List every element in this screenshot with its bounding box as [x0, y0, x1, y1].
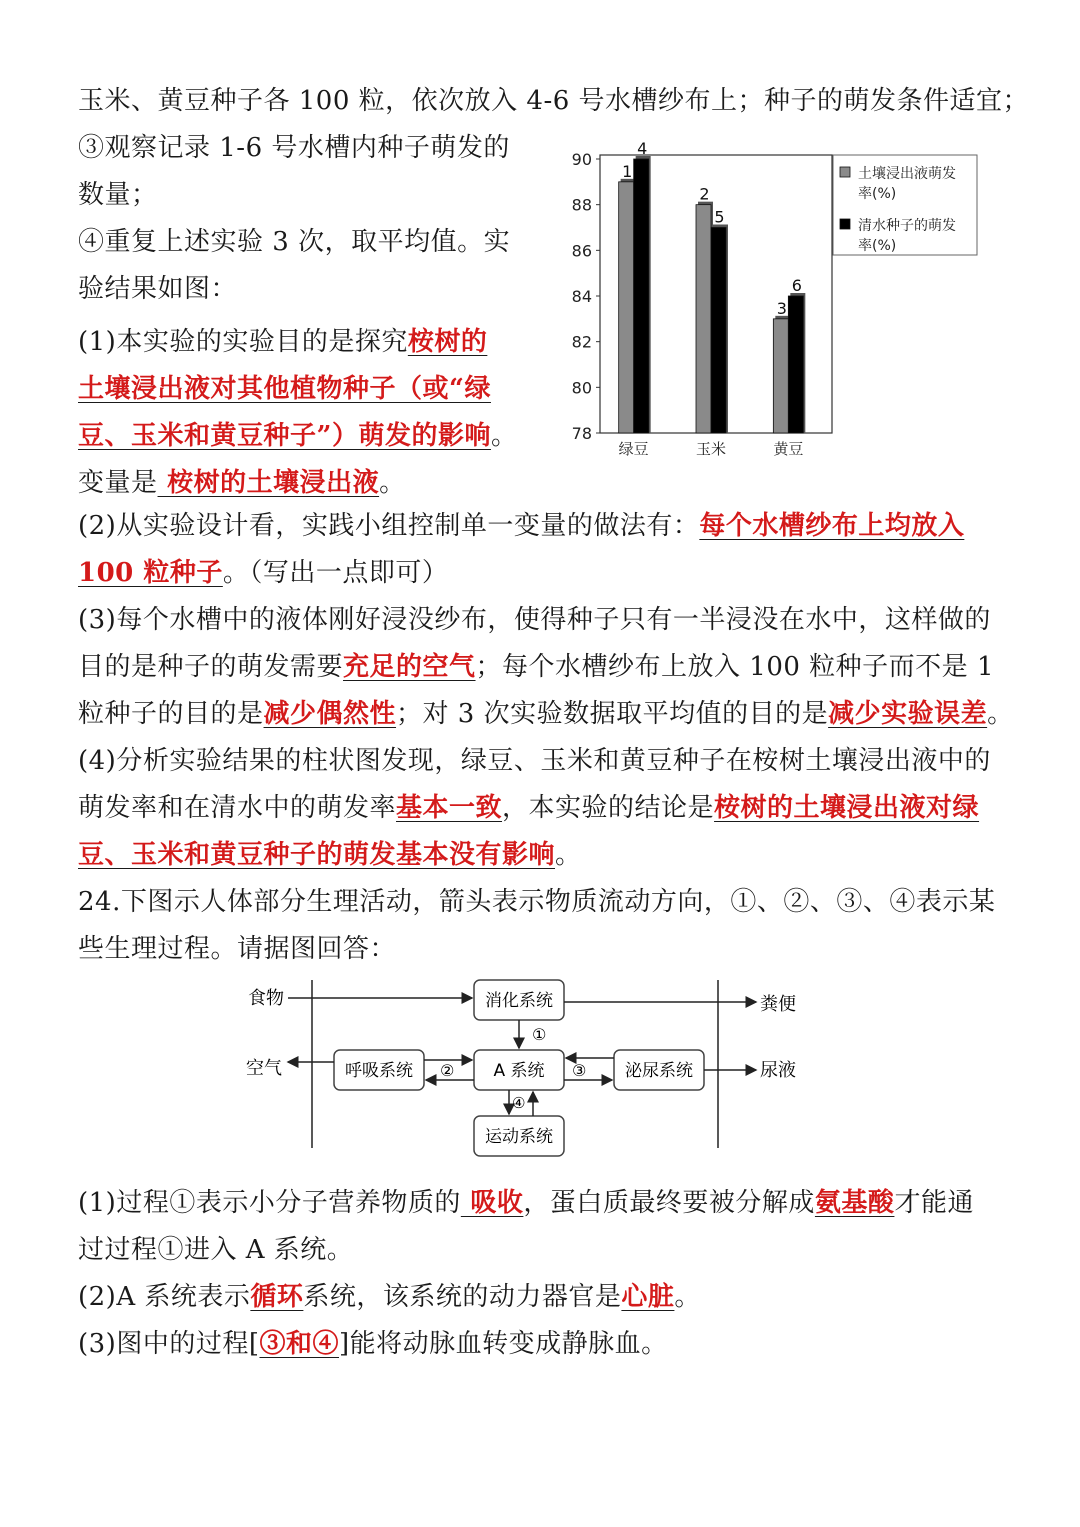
- q24-line-2: 些生理过程。请据图回答：: [78, 934, 397, 964]
- bar: [696, 205, 711, 433]
- x-category-label: 玉米: [695, 440, 727, 458]
- respiratory-system-label: 呼吸系统: [345, 1061, 413, 1081]
- bar: [773, 319, 788, 433]
- y-tick-label: 90: [571, 150, 592, 169]
- process-2-label: ②: [440, 1061, 455, 1080]
- bar-label: 2: [699, 184, 710, 204]
- physiology-flow-diagram: [230, 970, 830, 1160]
- q1-line-2: [78, 372, 491, 406]
- sub2-answer-heart: 心脏: [621, 1282, 675, 1312]
- x-category-label: 绿豆: [618, 440, 649, 458]
- q1-answer-variable: 桉树的土壤浸出液: [157, 468, 380, 498]
- sub1-answer-amino: 氨基酸: [814, 1188, 895, 1218]
- q3-line-2: 目的是种子的萌发需要充足的空气；每个水槽纱布上放入 100 粒种子而不是 1: [78, 652, 994, 682]
- q4-answer-conclusion: 桉树的土壤浸出液对绿: [714, 793, 980, 823]
- process-4-label: ④: [512, 1094, 526, 1112]
- x-category-label: 黄豆: [773, 440, 804, 458]
- q4-line-1: (4)分析实验结果的柱状图发现，绿豆、玉米和黄豆种子在桉树土壤浸出液中的: [78, 746, 991, 776]
- legend-swatch: [840, 167, 850, 177]
- urinary-system-label: 泌尿系统: [625, 1061, 693, 1081]
- q1-answer-purpose-cont: 土壤浸出液对其他植物种子（或“绿: [78, 374, 491, 404]
- q2-line-1: (2)从实验设计看，实践小组控制单一变量的做法有：每个水槽纱布上均放入: [78, 511, 965, 541]
- intro-line-4: ④重复上述实验 3 次，取平均值。实: [78, 227, 511, 257]
- legend-swatch: [840, 219, 850, 229]
- y-tick-label: 84: [571, 287, 592, 306]
- q3-answer-air: 充足的空气: [343, 652, 476, 682]
- bar-label: 4: [637, 139, 648, 158]
- a-system-label: A 系统: [493, 1061, 545, 1081]
- process-3-label: ③: [572, 1061, 587, 1080]
- q24-line-1: 24.下图示人体部分生理活动，箭头表示物质流动方向，①、②、③、④表示某: [78, 887, 996, 917]
- bar-label: 6: [791, 276, 802, 295]
- q2-answer: 每个水槽纱布上均放入: [699, 511, 965, 541]
- q1-line-1: (1)本实验的实验目的是探究桉树的: [78, 327, 488, 357]
- y-tick-label: 86: [571, 241, 592, 261]
- food-label: 食物: [248, 988, 284, 1009]
- intro-line-1: 玉米、黄豆种子各 100 粒，依次放入 4-6 号水槽纱布上；种子的萌发条件适宜；: [78, 86, 1030, 116]
- sub2-line: (2)A 系统表示循环系统，该系统的动力器官是心脏。: [78, 1282, 701, 1312]
- q3-line-1: (3)每个水槽中的液体刚好浸没纱布，使得种子只有一半浸没在水中，这样做的: [78, 605, 991, 635]
- sub3-answer: ③和④: [259, 1329, 339, 1359]
- sub1-line-2: 过过程①进入 A 系统。: [78, 1235, 354, 1265]
- air-label: 空气: [246, 1058, 282, 1079]
- intro-line-5: 验结果如图：: [78, 274, 238, 304]
- legend-label: 率(%): [858, 186, 897, 202]
- q2-answer-cont: 100 粒种子: [78, 558, 223, 588]
- bar: [788, 296, 803, 433]
- bar: [634, 159, 649, 433]
- intro-line-2: ③观察记录 1-6 号水槽内种子萌发的: [78, 133, 510, 163]
- bar: [711, 228, 726, 434]
- q1-answer-purpose: 桉树的: [407, 327, 488, 357]
- q2-line-2: 100 粒种子。（写出一点即可）: [78, 558, 449, 588]
- q4-answer-consistent: 基本一致: [396, 793, 503, 823]
- q4-answer-conclusion-cont: 豆、玉米和黄豆种子的萌发基本没有影响: [78, 840, 556, 870]
- germination-bar-chart: [540, 135, 980, 465]
- bar-label: 3: [776, 298, 787, 318]
- bar-label: 1: [622, 161, 633, 181]
- legend-label: 土壤浸出液萌发: [858, 166, 956, 182]
- q3-answer-chance: 减少偶然性: [263, 699, 397, 729]
- y-tick-label: 80: [571, 378, 592, 398]
- legend-label: 清水种子的萌发: [858, 218, 956, 234]
- sub1-line-1: (1)过程①表示小分子营养物质的 吸收，蛋白质最终要被分解成氨基酸才能通: [78, 1188, 974, 1218]
- sub3-line: (3)图中的过程[③和④]能将动脉血转变成静脉血。: [78, 1329, 668, 1359]
- sub2-answer-circulation: 循环: [250, 1282, 304, 1312]
- bar: [619, 182, 634, 433]
- digestive-system-label: 消化系统: [485, 991, 553, 1011]
- legend-label: 率(%): [858, 238, 897, 254]
- q1-line-4: 变量是 桉树的土壤浸出液。: [78, 468, 406, 498]
- q4-line-2: 萌发率和在清水中的萌发率基本一致，本实验的结论是桉树的土壤浸出液对绿: [78, 793, 980, 823]
- feces-label: 粪便: [760, 994, 796, 1015]
- q3-line-3: 粒种子的目的是减少偶然性；对 3 次实验数据取平均值的目的是减少实验误差。: [78, 699, 1014, 729]
- y-tick-label: 78: [571, 424, 592, 443]
- y-tick-label: 82: [571, 332, 592, 352]
- q1-line-3: 豆、玉米和黄豆种子”）萌发的影响。: [78, 421, 518, 451]
- y-tick-label: 88: [571, 195, 592, 215]
- process-1-label: ①: [532, 1025, 547, 1044]
- sub1-answer-absorb: 吸收: [460, 1188, 524, 1218]
- motor-system-label: 运动系统: [485, 1127, 553, 1147]
- q1-answer-purpose-end: 豆、玉米和黄豆种子”）萌发的影响: [78, 421, 491, 451]
- intro-line-3: 数量；: [78, 180, 158, 210]
- bar-label: 5: [714, 207, 725, 227]
- q3-answer-error: 减少实验误差: [828, 699, 988, 729]
- urine-label: 尿液: [760, 1060, 796, 1081]
- q4-line-3: 豆、玉米和黄豆种子的萌发基本没有影响。: [78, 840, 582, 870]
